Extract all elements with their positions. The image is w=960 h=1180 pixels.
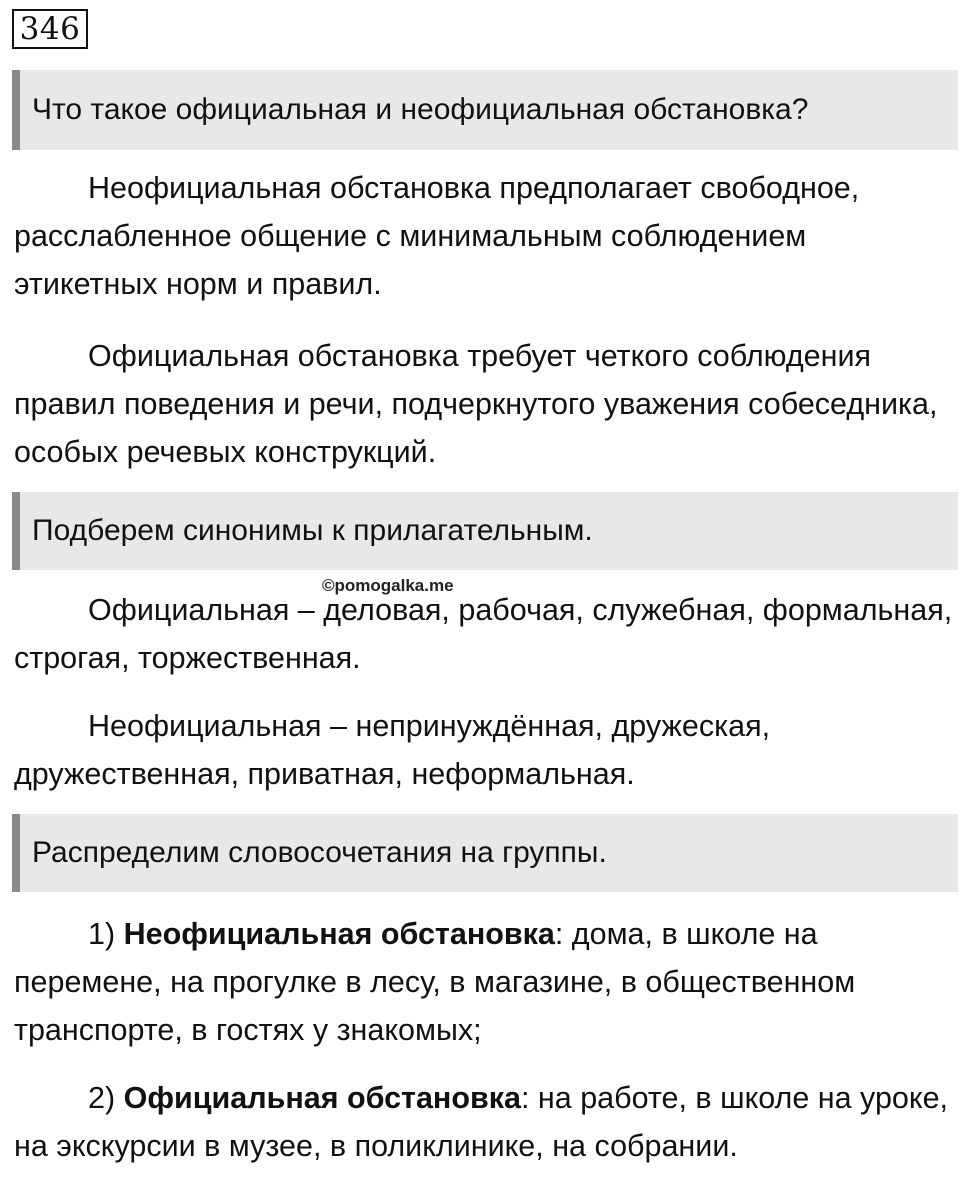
section-heading-text: Распределим словосочетания на группы. bbox=[32, 836, 607, 869]
list-item-unofficial bbox=[14, 910, 954, 1054]
item-text: : на работе, в школе на уроке, на экскурсии в музее, в поликлинике, на собрании. bbox=[14, 1081, 949, 1163]
item-term: Неофициальная обстановка bbox=[123, 917, 555, 951]
section-heading-text: Что такое официальная и неофициальная обстановка? bbox=[32, 93, 809, 126]
section-heading-1 bbox=[12, 70, 958, 150]
list-item-official bbox=[14, 1074, 954, 1170]
item-number: 1) bbox=[88, 917, 124, 951]
watermark: ©pomogalka.me bbox=[322, 576, 454, 595]
item-text: : дома, в школе на перемене, на прогулке в лесу, в магазине, в общественном транспорте, в гостях у знакомых; bbox=[14, 917, 856, 1047]
item-term: Официальная обстановка bbox=[123, 1081, 521, 1115]
paragraph-official-synonyms: Официальная – деловая, рабочая, служебная, формальная, строгая, торжественная. bbox=[14, 593, 953, 675]
section-heading-3 bbox=[12, 814, 958, 892]
paragraph-unofficial-definition: Неофициальная обстановка предполагает свободное, расслабленное общение с минимальным соблюдением этикетных норм и правил. bbox=[14, 171, 860, 301]
section-heading-text: Подберем синонимы к прилагательным. bbox=[32, 514, 593, 547]
item-number: 2) bbox=[88, 1081, 124, 1115]
section-heading-2 bbox=[12, 492, 958, 570]
paragraph-official-definition: Официальная обстановка требует четкого соблюдения правил поведения и речи, подчеркнутого уважения собеседника, особых речевых конструкций. bbox=[14, 339, 938, 469]
task-number: 346 bbox=[12, 9, 88, 49]
paragraph-unofficial-synonyms: Неофициальная – непринуждённая, дружеская, дружественная, приватная, неформальная. bbox=[14, 709, 771, 791]
